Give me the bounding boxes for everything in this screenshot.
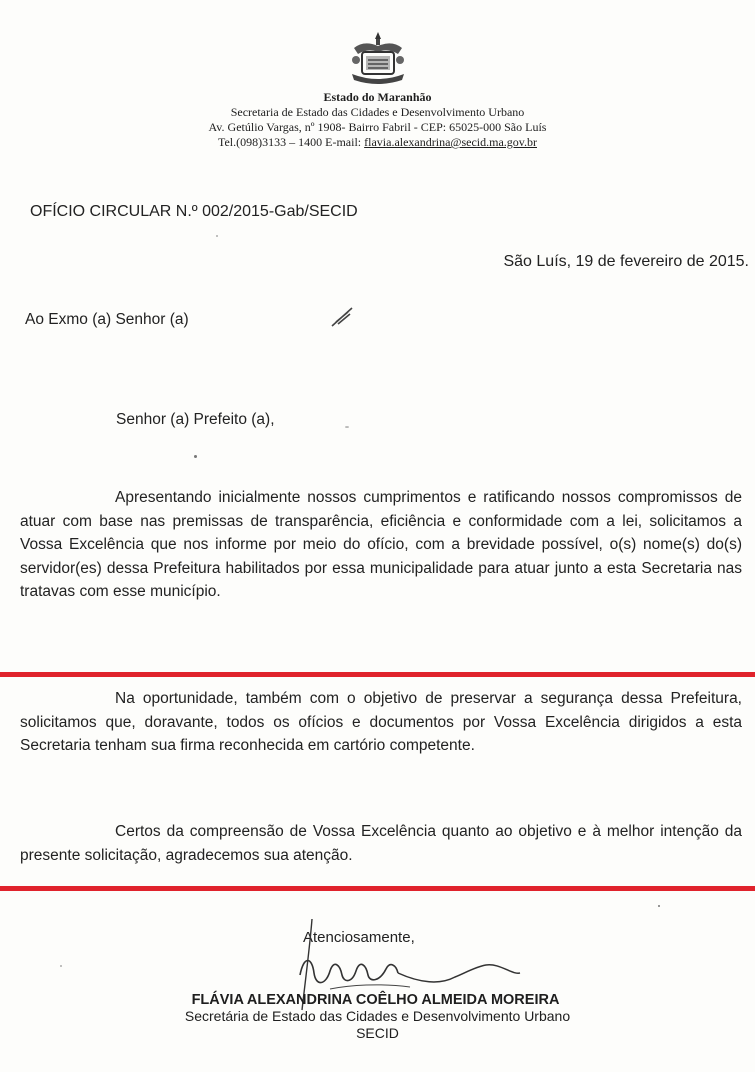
signatory-name: FLÁVIA ALEXANDRINA COÊLHO ALMEIDA MOREIRA [191, 992, 560, 1008]
scan-speck [345, 426, 349, 428]
closing: Atenciosamente, [303, 929, 415, 946]
email-link[interactable]: flavia.alexandrina@secid.ma.gov.br [364, 135, 537, 149]
document-date: São Luís, 19 de fevereiro de 2015. [503, 253, 749, 270]
contact-line [0, 135, 755, 150]
highlight-line-bottom [0, 886, 755, 891]
state-name: Estado do Maranhão [323, 90, 432, 104]
salutation: Senhor (a) Prefeito (a), [116, 411, 275, 428]
signatory-role: Secretária de Estado das Cidades e Desenvolvimento Urbano [184, 1008, 571, 1024]
address-line: Av. Getúlio Vargas, nº 1908- Bairro Fabril - CEP: 65025-000 São Luís [208, 120, 547, 134]
signatory-org: SECID [356, 1025, 399, 1041]
paragraph-2 [20, 687, 742, 758]
scan-speck [658, 905, 660, 907]
ink-mark-icon [328, 304, 358, 330]
document-reference: OFÍCIO CIRCULAR N.º 002/2015-Gab/SECID [30, 203, 358, 220]
scan-speck [194, 455, 197, 458]
scan-speck [216, 235, 218, 237]
secretariat-name: Secretaria de Estado das Cidades e Desenvolvimento Urbano [230, 105, 525, 119]
phone-text: Tel.(098)3133 – 1400 E-mail: [217, 135, 362, 149]
paragraph-3 [20, 820, 742, 867]
coat-of-arms-icon [346, 30, 410, 88]
scan-speck [60, 965, 62, 967]
highlight-line-top [0, 672, 755, 677]
letterhead [0, 30, 755, 150]
paragraph-2-text: Na oportunidade, também com o objetivo de preservar a segurança dessa Prefeitura, solicitamos que, doravante, todos os ofícios e documentos por Vossa Excelência dirigidos a esta Secretaria tenham sua firma reconhecida em cartório competente. [20, 690, 742, 754]
paragraph-3-text: Certos da compreensão de Vossa Excelência quanto ao objetivo e à melhor intenção da presente solicitação, agradecemos sua atenção. [20, 823, 742, 864]
paragraph-1 [20, 486, 742, 604]
addressee: Ao Exmo (a) Senhor (a) [25, 311, 189, 328]
signatory-block [0, 992, 755, 1041]
paragraph-1-text: Apresentando inicialmente nossos cumprimentos e ratificando nossos compromissos de atuar com base nas premissas de transparência, eficiência e conformidade com a lei, solicitamos a Vossa Excelência que nos informe por meio do ofício, com a brevidade possível, o(s) nome(s) do(s) servidor(es) dessa Prefeitura habilitados por essa municipalidade para atuar junto a esta Secretaria nas tratavas com esse município. [20, 489, 742, 600]
